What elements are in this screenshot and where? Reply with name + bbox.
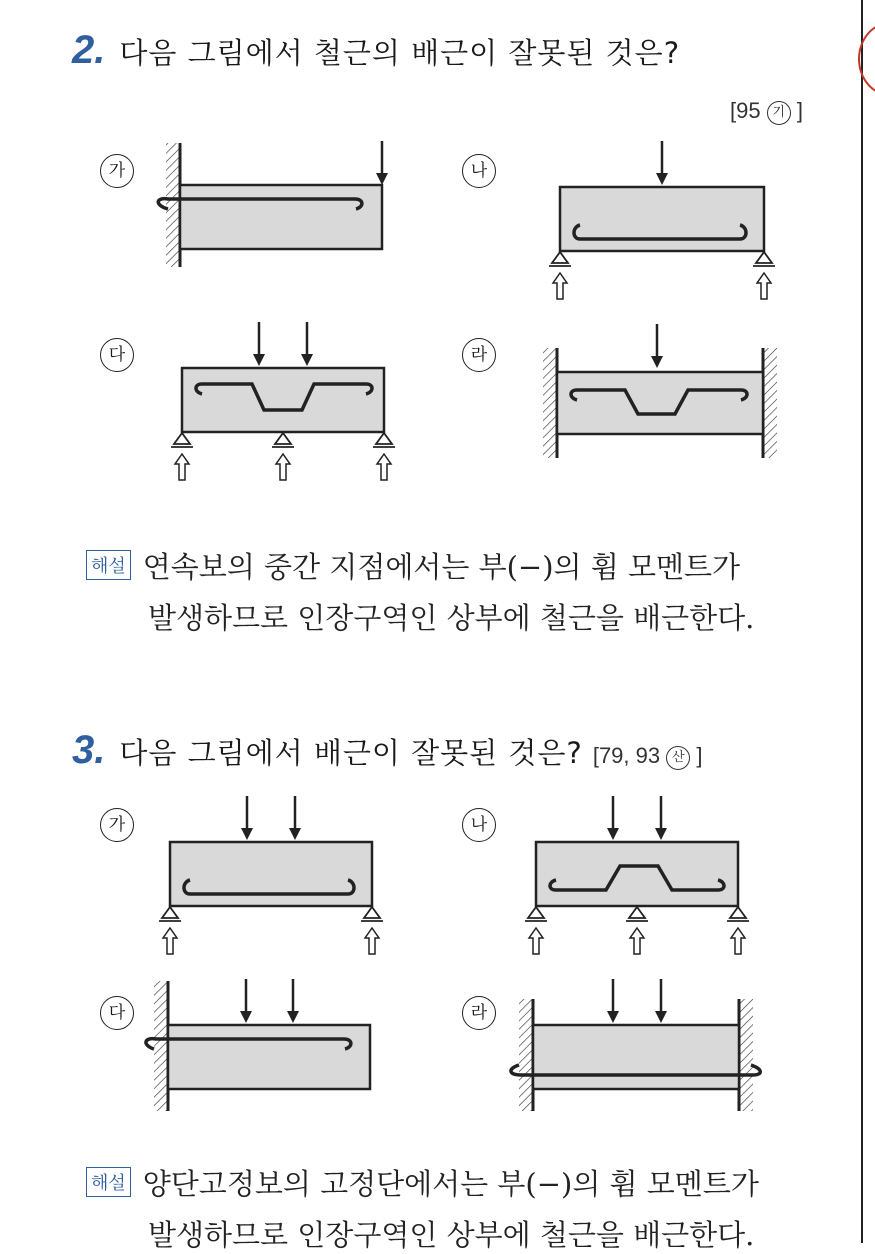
q3-ra-beam-diagram: [505, 975, 770, 1115]
explanation-tag: 해설: [86, 550, 131, 580]
source-mark-badge: 산: [666, 746, 690, 770]
q3-label-ga: 가: [100, 808, 134, 842]
q2-label-da: 다: [100, 338, 134, 372]
question-2-number: 2.: [72, 28, 106, 72]
q3-na-beam-diagram: [516, 790, 766, 960]
question-3-explanation: [86, 1162, 759, 1254]
question-2-explanation: [86, 545, 754, 637]
question-3-header: [72, 728, 702, 773]
q3-label-ra: 라: [462, 996, 496, 1030]
question-2-source: [95 기 ]: [730, 98, 803, 123]
q3-ga-beam-diagram: [150, 790, 400, 960]
q3-da-beam-diagram: [140, 975, 390, 1115]
q2-label-ga: 가: [100, 154, 134, 188]
q2-da-beam-diagram: [162, 318, 402, 488]
explanation-tag: 해설: [86, 1167, 131, 1197]
question-3-text: 다음 그림에서 배근이 잘못된 것은?: [119, 736, 583, 770]
question-3-number: 3.: [72, 728, 106, 772]
question-2-text: 다음 그림에서 철근의 배근이 잘못된 것은?: [119, 36, 681, 70]
q2-ra-beam-diagram: [535, 318, 795, 463]
q2-na-beam-diagram: [540, 135, 790, 305]
q2-label-na: 나: [462, 154, 496, 188]
question-3-source: [79, 93 산 ]: [592, 743, 703, 768]
page-margin-line: [861, 0, 863, 1243]
explanation-line-1: 양단고정보의 고정단에서는 부(−)의 휨 모멘트가: [142, 1167, 759, 1201]
q3-label-da: 다: [100, 996, 134, 1030]
explanation-line-2: 발생하므로 인장구역인 상부에 철근을 배근한다.: [148, 601, 755, 635]
explanation-line-2: 발생하므로 인장구역인 상부에 철근을 배근한다.: [148, 1218, 755, 1252]
q2-ga-beam-diagram: [150, 135, 410, 275]
explanation-line-1: 연속보의 중간 지점에서는 부(−)의 휨 모멘트가: [142, 550, 741, 584]
question-2-header: [72, 28, 680, 73]
source-mark-badge: 기: [767, 101, 791, 125]
q3-label-na: 나: [462, 808, 496, 842]
q2-label-ra: 라: [462, 338, 496, 372]
